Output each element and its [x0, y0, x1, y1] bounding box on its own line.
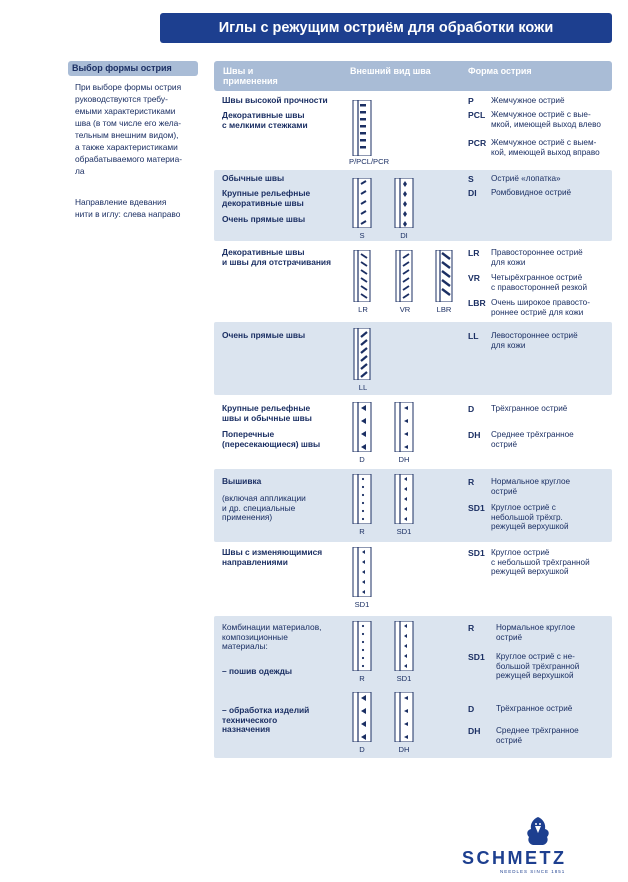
row3-desc-1: Правостороннее остриё для кожи [491, 248, 583, 267]
row6-caption-1: R [359, 527, 365, 536]
row2-caption-1: S [359, 231, 365, 240]
row8-code-3: D [468, 704, 475, 714]
row4-code-1: LL [468, 331, 479, 341]
row6-desc-2: Круглое остриё с небольшой трёхгр. режущей верхушкой [491, 503, 569, 531]
row7-desc-1: Круглое остриё с небольшой трёхгранной режущей верхушкой [491, 548, 590, 576]
row5-desc-2: Среднее трёхгранное остриё [491, 430, 574, 449]
row3-caption-3: LBR [436, 305, 452, 314]
row2-label-2: Крупные рельефные декоративные швы [222, 188, 311, 208]
row1-code-1: P [468, 96, 474, 106]
row7-caption-1: SD1 [354, 600, 370, 609]
row2-label-3: Очень прямые швы [222, 214, 306, 224]
row2-label-1: Обычные швы [222, 173, 285, 183]
row3-label-1: Декоративные швы и швы для отстрачивания [222, 247, 331, 267]
row5-caption-1: D [359, 455, 365, 464]
row6-label-2: (включая аппликации и др. специальные применения) [222, 493, 306, 522]
row8-code-2: SD1 [468, 652, 485, 662]
row8-caption-1: R [359, 674, 365, 683]
seam-di-illustration [391, 178, 419, 228]
row5-label-2: Поперечные (пересекающиеся) швы [222, 429, 321, 449]
seam-dh-illustration [391, 402, 419, 452]
row8-code-4: DH [468, 726, 481, 736]
row6-code-1: R [468, 477, 475, 487]
seam-d-illustration-2 [349, 692, 377, 742]
row8-desc-4: Среднее трёхгранное остриё [496, 726, 579, 745]
row4-label-1: Очень прямые швы [222, 330, 306, 340]
sidebar-text-1: При выборе формы острия руководствуются требу- емыми характеристиками шва (в том числе его жела- тельным внешним видом), а также характеристиками обрабатываемого материа- ла [75, 82, 183, 176]
row2-code-2: DI [468, 188, 477, 198]
row8-desc-1: Нормальное круглое остриё [496, 623, 576, 642]
row1-label-1: Швы высокой прочности [222, 95, 328, 105]
seam-dh-illustration-2 [391, 692, 419, 742]
row8-label-3: – обработка изделий технического назначения [222, 705, 310, 734]
row5-desc-1: Трёхгранное остриё [491, 404, 568, 413]
row3-desc-2: Четырёхгранное остриё с правосторонней резкой [491, 273, 588, 292]
row6-desc-1: Нормальное круглое остриё [491, 477, 571, 496]
seam-lbr-illustration [432, 250, 458, 302]
row1-code-2: PCL [468, 110, 486, 120]
seam-d-illustration [349, 402, 377, 452]
row3-code-1: LR [468, 248, 480, 258]
row3-caption-1: LR [358, 305, 368, 314]
seam-sd1-illustration-3 [391, 621, 419, 671]
row2-caption-2: DI [400, 231, 408, 240]
row8-desc-2: Круглое остриё с не- большой трёхгранной режущей верхушкой [496, 652, 580, 680]
col-seams-header: Швы и применения [223, 66, 278, 86]
seam-sd1-illustration-2 [349, 547, 377, 597]
row4-desc-1: Левостороннее остриё для кожи [491, 331, 578, 350]
seam-r-illustration [349, 474, 377, 524]
row6-caption-2: SD1 [396, 527, 412, 536]
row6-code-2: SD1 [468, 503, 485, 513]
schmetz-lion-logo-icon [521, 815, 555, 849]
row4-caption-1: LL [358, 383, 368, 392]
row8-caption-3: D [359, 745, 365, 754]
row2-desc-1: Остриё «лопатка» [491, 174, 561, 183]
row8-label-2: – пошив одежды [222, 666, 293, 676]
row1-code-3: PCR [468, 138, 487, 148]
seam-ll-illustration [350, 328, 376, 380]
seam-sd1-illustration [391, 474, 419, 524]
brand-logo-text: SCHMETZ [462, 848, 567, 868]
seam-vr-illustration [392, 250, 418, 302]
row1-label-2: Декоративные швы с мелкими стежками [222, 110, 308, 130]
row8-caption-2: SD1 [396, 674, 412, 683]
seam-r-illustration-2 [349, 621, 377, 671]
row1-desc-1: Жемчужное остриё [491, 96, 565, 105]
col-point-header: Форма острия [468, 66, 532, 76]
seam-pearl-illustration [349, 100, 377, 156]
page-title: Иглы с режущим остриём для обработки кожи [160, 13, 612, 43]
row1-desc-3: Жемчужное остриё с выем- кой, имеющей выход вправо [491, 138, 600, 157]
row5-code-2: DH [468, 430, 481, 440]
brand-tagline: NEEDLES SINCE 1851 [500, 869, 566, 874]
row2-code-1: S [468, 174, 474, 184]
row8-desc-3: Трёхгранное остриё [496, 704, 573, 713]
col-appearance-header: Внешний вид шва [350, 66, 431, 76]
row8-code-1: R [468, 623, 475, 633]
seam-lr-illustration [350, 250, 376, 302]
sidebar-heading: Выбор формы острия [68, 61, 198, 76]
row3-desc-3: Очень широкое правосто- роннее остриё для кожи [491, 298, 590, 317]
row5-caption-2: DH [398, 455, 410, 464]
row1-desc-2: Жемчужное остриё с вые- мкой, имеющей выход влево [491, 110, 601, 129]
row1-caption: P/PCL/PCR [349, 157, 390, 166]
row3-caption-2: VR [399, 305, 411, 314]
row8-label-1: Комбинации материалов, композиционные материалы: [222, 622, 322, 651]
row5-label-1: Крупные рельефные швы и обычные швы [222, 403, 312, 423]
sidebar-text-2: Направление вдевания нити в иглу: слева направо [75, 197, 181, 219]
row6-label-1: Вышивка [222, 476, 262, 486]
row2-desc-2: Ромбовидное остриё [491, 188, 572, 197]
row5-code-1: D [468, 404, 475, 414]
row7-code-1: SD1 [468, 548, 485, 558]
row7-label-1: Швы с изменяющимися направлениями [222, 547, 323, 567]
row3-code-2: VR [468, 273, 480, 283]
table-header [214, 61, 612, 91]
seam-s-illustration [349, 178, 377, 228]
row8-caption-4: DH [398, 745, 410, 754]
row3-code-3: LBR [468, 298, 486, 308]
